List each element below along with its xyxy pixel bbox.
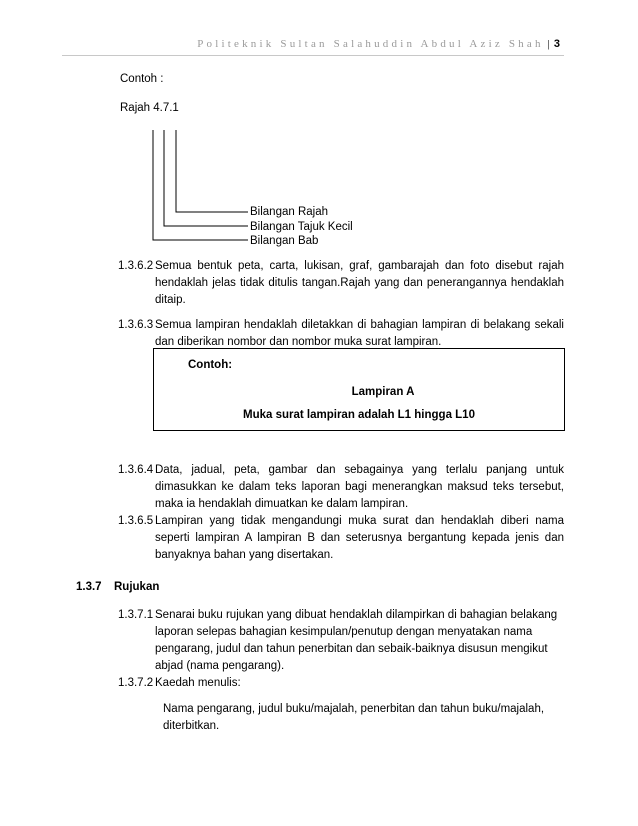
figure-number-diagram [140, 128, 260, 248]
paragraph-number: 1.3.7.1 [118, 609, 154, 621]
paragraph-1-3-6-2 [118, 258, 564, 309]
paragraph-text: Kaedah menulis: [155, 677, 241, 689]
paragraph-text: Lampiran yang tidak mengandungi muka surat dan hendaklah diberi nama seperti lampiran A lampiran B dan seterusnya bergantung kepada jenis dan banyaknya bahan yang disertakan. [155, 515, 564, 561]
paragraph-1-3-6-5 [118, 513, 564, 564]
paragraph-1-3-7-2 [118, 675, 564, 692]
paragraph-text: Semua lampiran hendaklah diletakkan di bahagian lampiran di belakang sekali dan diberikan nombor dan nombor muka surat lampiran. [155, 319, 564, 348]
paragraph-number: 1.3.7.2 [118, 677, 154, 689]
institution-name: Politeknik Sultan Salahuddin Abdul Aziz Shah [197, 38, 544, 50]
reference-format-example: Nama pengarang, judul buku/majalah, penerbitan dan tahun buku/majalah, diterbitkan. [163, 703, 545, 732]
page-number: 3 [553, 38, 560, 50]
example-box-title: Lampiran A [351, 386, 415, 398]
diagram-line-rajah [176, 130, 248, 212]
paragraph-1-3-6-3 [118, 317, 564, 351]
contoh-label: Contoh : [120, 73, 164, 85]
header-divider [62, 55, 564, 56]
diagram-line-bab [153, 130, 248, 240]
diagram-label-bab: Bilangan Bab [250, 235, 319, 247]
header-separator: | [547, 38, 550, 50]
example-box-label: Contoh: [188, 359, 233, 371]
paragraph-1-3-6-4 [118, 462, 564, 513]
page-header [197, 38, 560, 50]
paragraph-text: Data, jadual, peta, gambar dan sebagainya yang terlalu panjang untuk dimasukkan ke dalam teks laporan bagi menerangkan maksud teks tersebut, maka ia hendaklah dimuatkan ke dalam lampiran. [155, 464, 564, 510]
diagram-label-tajuk-kecil: Bilangan Tajuk Kecil [250, 221, 353, 233]
diagram-label-rajah: Bilangan Rajah [250, 206, 329, 218]
paragraph-number: 1.3.6.5 [118, 515, 154, 527]
paragraph-text: Semua bentuk peta, carta, lukisan, graf, gambarajah dan foto disebut rajah hendaklah jelas tidak ditulis tangan.Rajah yang dan penerangannya hendaklah ditaip. [155, 260, 564, 306]
example-box-note: Muka surat lampiran adalah L1 hingga L10 [243, 409, 475, 421]
example-box [153, 348, 565, 431]
paragraph-text: Senarai buku rujukan yang dibuat hendaklah dilampirkan di bahagian belakang laporan selepas bahagian kesimpulan/penutup dengan menyatakan nama pengarang, judul dan tahun penerbitan dan sebaik-baiknya disusun mengikut abjad (nama pengarang). [155, 609, 558, 672]
paragraph-1-3-7-1 [118, 607, 564, 675]
paragraph-number: 1.3.6.2 [118, 260, 154, 272]
paragraph-number: 1.3.6.3 [118, 319, 154, 331]
section-title: Rujukan [114, 581, 160, 593]
paragraph-number: 1.3.6.4 [118, 464, 154, 476]
section-number: 1.3.7 [76, 581, 102, 593]
rajah-label: Rajah 4.7.1 [120, 102, 179, 114]
